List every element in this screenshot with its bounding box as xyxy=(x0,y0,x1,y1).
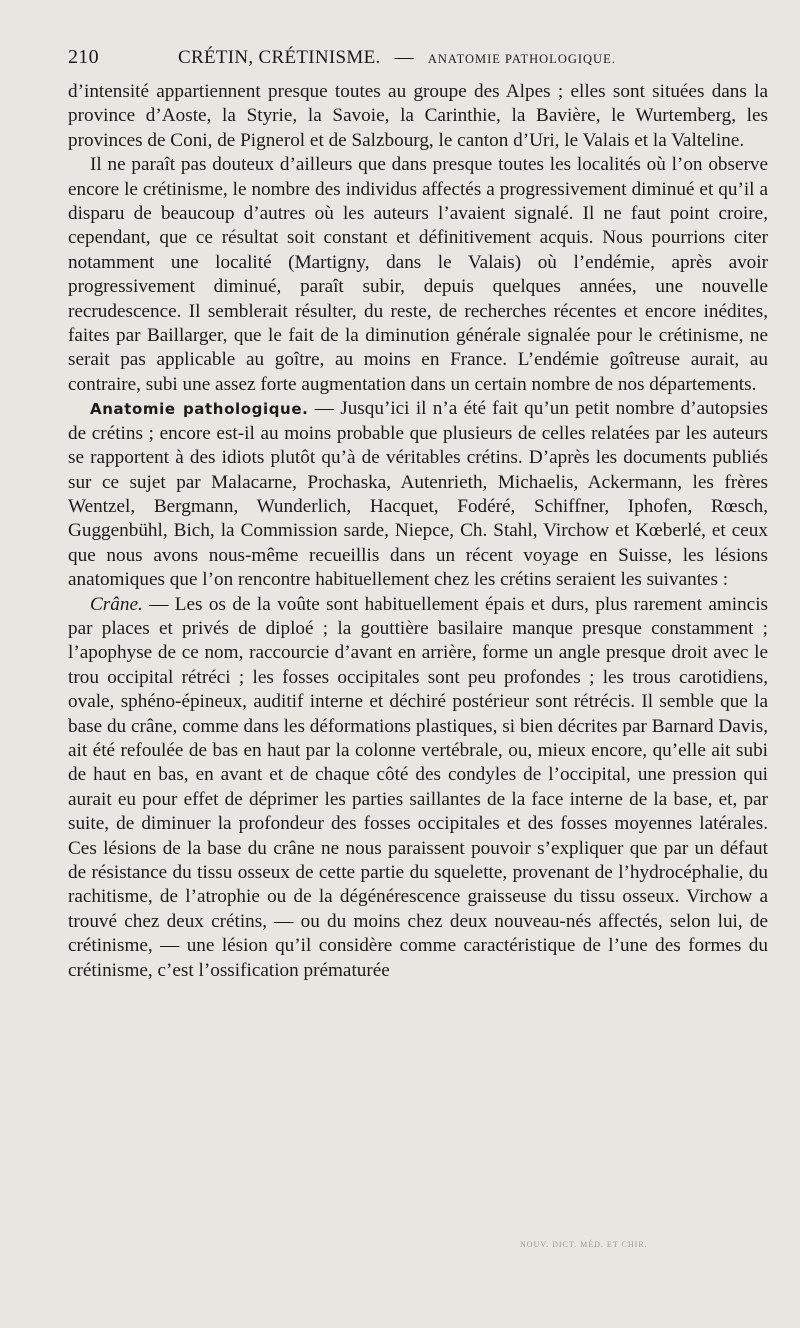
running-head xyxy=(68,46,768,80)
subheading-skull: Crâne. xyxy=(90,593,143,615)
paragraph-text: — Jusqu’ici il n’a été fait qu’un petit nombre d’autopsies de crétins ; encore est-il au moins probable que plusieurs de celles relatées par les auteurs se rapportent à des idiots plutôt qu’à de véritables crétins. D’après les documents publiés sur ce sujet par Malacarne, Prochaska, Autenrieth, Michaelis, Ackermann, les frères Wentzel, Bergmann, Wunderlich, Hacquet, Fodéré, Schiffner, Iphofen, Rœsch, Guggenbühl, Bich, la Commission sarde, Niepce, Ch. Stahl, Virchow et Kœberlé, et ceux que nous avons nous-même recueillis dans un récent voyage en Suisse, les lésions anatomiques que l’on rencontre habituellement chez les crétins seraient les suivantes : xyxy=(68,398,768,591)
header-separator: — xyxy=(394,47,414,68)
paragraph-endemic-decline: Il ne paraît pas douteux d’ailleurs que dans presque toutes les localités où l’on observe encore le crétinisme, le nombre des individus affectés a progressivement diminué et qu’il a disparu de beaucoup d’autres où les auteurs l’avaient signalé. Il ne faut point croire, cependant, que ce résultat soit constant et définitivement acquis. Nous pourrions citer notamment une localité (Martigny, dans le Valais) où l’endémie, après avoir progressivement diminué, paraît subir, depuis quelques années, une nouvelle recrudescence. Il semblerait résulter, du reste, de recherches récentes et encore inédites, faites par Baillarger, que le fait de la diminution générale signalée pour le crétinisme, ne serait pas applicable au goître, au moins en France. L’endémie goîtreuse aurait, au contraire, subi une assez forte augmentation dans un certain nombre de nos départements. xyxy=(68,154,768,395)
chapter-title: CRÉTIN, CRÉTINISME. xyxy=(178,47,381,68)
paragraph-continued: d’intensité appartiennent presque toutes au groupe des Alpes ; elles sont situées dans la province d’Aoste, la Styrie, la Savoie, la Carinthie, la Bavière, le Wurtemberg, les provinces de Coni, de Pignerol et de Salzbourg, le canton d’Uri, le Valais et la Valteline. xyxy=(68,81,768,151)
section-heading: Anatomie pathologique. xyxy=(90,400,309,419)
body-text xyxy=(68,80,768,983)
section-title: ANATOMIE PATHOLOGIQUE. xyxy=(427,52,616,66)
paragraph-skull xyxy=(68,593,768,984)
signature-mark: NOUV. DICT. MÉD. ET CHIR. xyxy=(520,1240,648,1249)
paragraph-text: — Les os de la voûte sont habituellement épais et durs, plus rarement amincis par places et privés de diploé ; la gouttière basilaire manque presque constamment ; l’apophyse de ce nom, raccourcie d’avant en arrière, forme un angle presque droit avec le trou occipital rétréci ; les fosses occipitales sont peu profondes ; les trous carotidiens, ovale, sphéno-épineux, auditif interne et déchiré postérieur sont rétrécis. Il semble que la base du crâne, comme dans les déformations plastiques, si bien décrites par Barnard Davis, ait été refoulée de bas en haut par la colonne vertébrale, ou, mieux encore, qu’elle ait subi de haut en bas, en avant et de chaque côté des condyles de l’occipital, une pression qui aurait eu pour effet de déprimer les parties saillantes de la face interne de la base, et, par suite, de diminuer la profondeur des fosses occipitales et des fosses moyennes latérales. Ces lésions de la base du crâne ne nous paraissent pouvoir s’expliquer que par un défaut de résistance du tissu osseux de cette partie du squelette, provenant de l’hydrocéphalie, du rachitisme, de l’atrophie ou de la dégénérescence graisseuse du tissu osseux. Virchow a trouvé chez deux crétins, — ou du moins chez deux nouveau-nés affectés, selon lui, de crétinisme, — une lésion qu’il considère comme caractéristique de l’une des formes du crétinisme, c’est l’ossification prématurée xyxy=(68,593,768,981)
page-number: 210 xyxy=(68,46,99,68)
paragraph-pathological-anatomy xyxy=(68,397,768,592)
